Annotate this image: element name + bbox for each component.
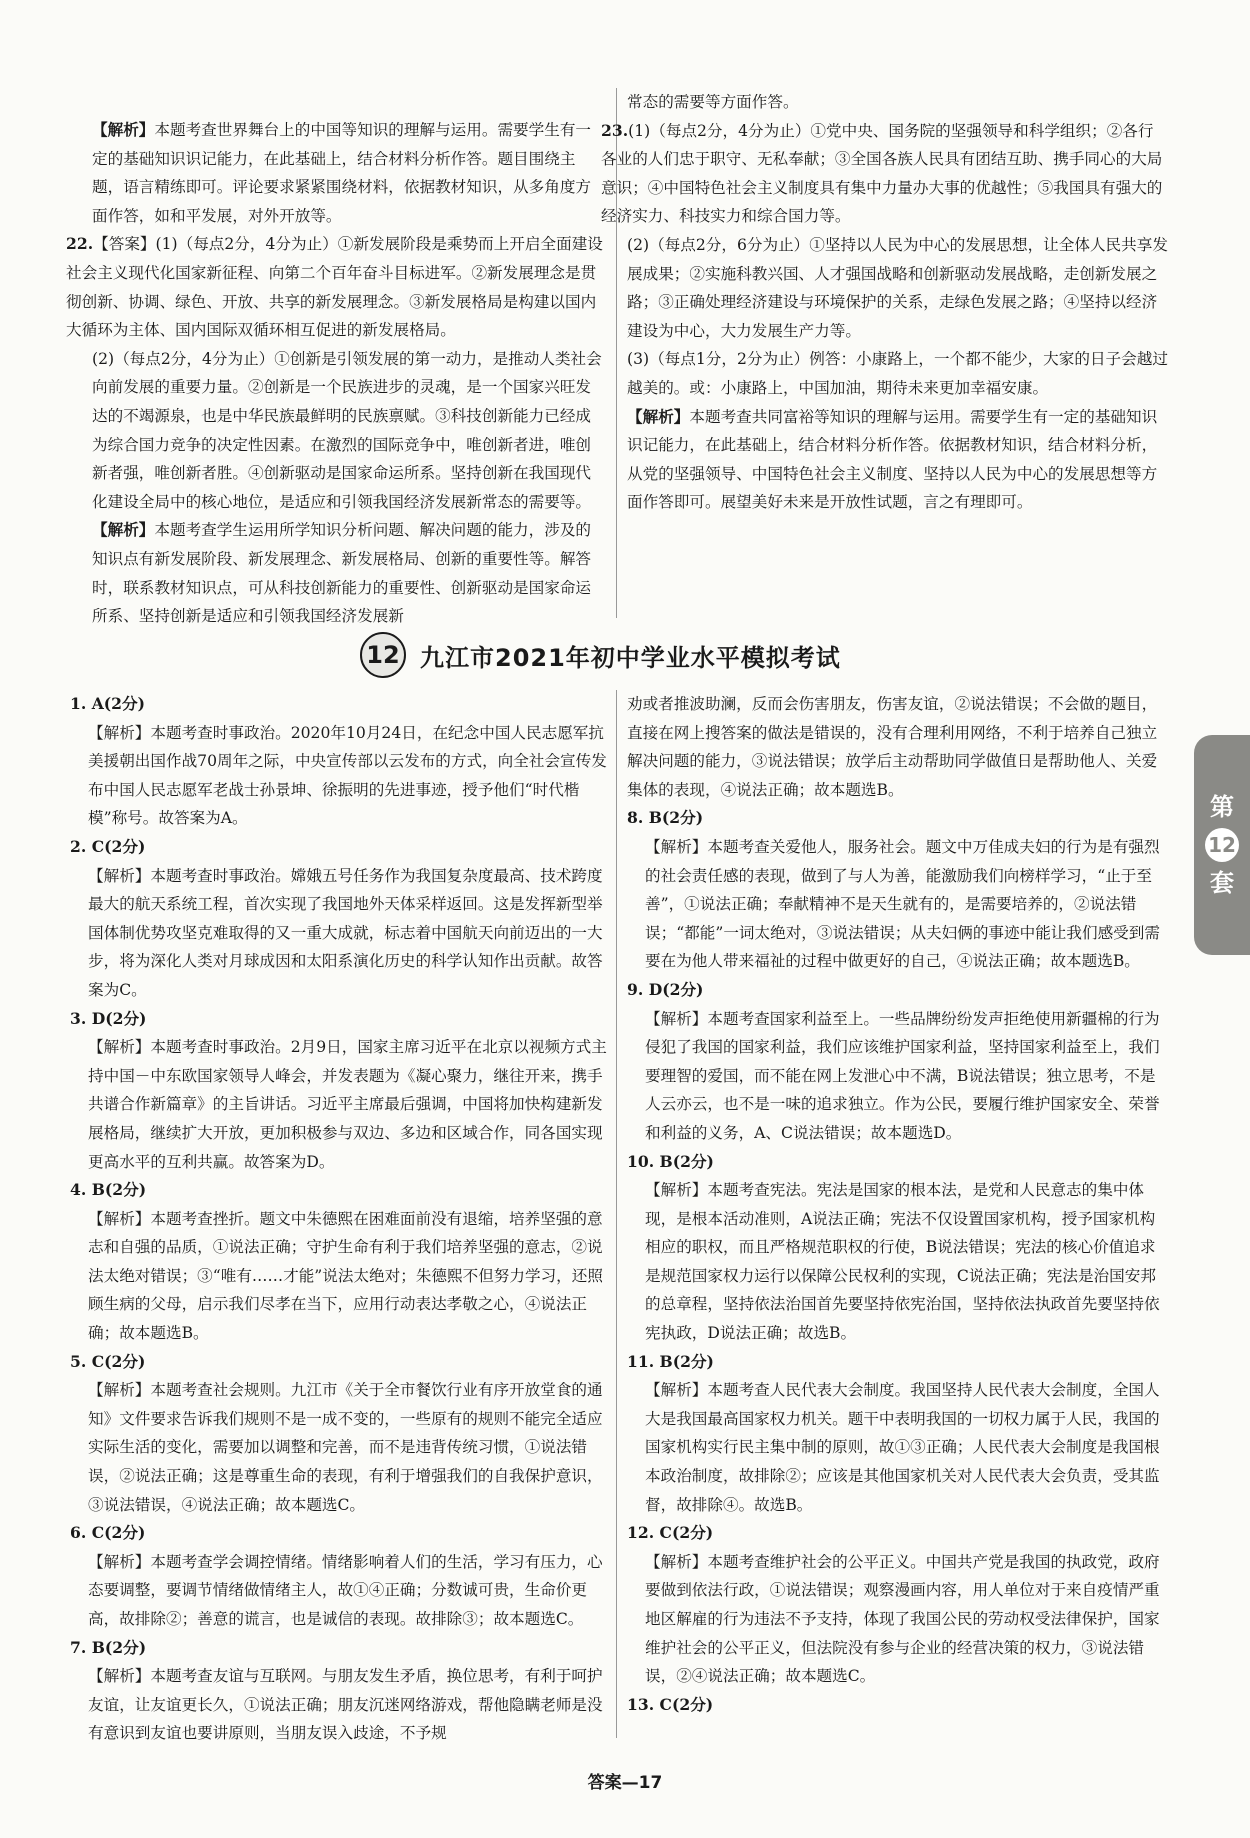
analysis-tag: 【解析】 xyxy=(92,520,155,540)
question-23-answer-1 xyxy=(601,117,1169,231)
top-right-column xyxy=(601,88,1169,517)
question-23-number: 23. xyxy=(601,120,629,140)
question-5-answer: 5. C(2分) xyxy=(70,1351,146,1371)
question-12-answer: 12. C(2分) xyxy=(627,1523,714,1543)
question-4-analysis: 【解析】本题考查挫折。题文中朱德熙在困难面前没有退缩，培养坚强的意志和自强的品质，①说法正确；守护生命有利于我们培养坚强的意志，②说法太绝对错误；③“唯有……才能”说法太绝对；朱德熙不但努力学习，还照顾生病的父母，启示我们尽孝在当下，应用行动表达孝敬之心，④说法正确；故本题选B。 xyxy=(88,1209,603,1343)
question-3-analysis: 【解析】本题考查时事政治。2月9日，国家主席习近平在北京以视频方式主持中国－中东欧国家领导人峰会，并发表题为《凝心聚力，继往开来，携手共谱合作新篇章》的主旨讲话。习近平主席最后强调，中国将加快构建新发展格局，继续扩大开放，更加积极参与双边、多边和区域合作，同各国实现更高水平的互利共赢。故答案为D。 xyxy=(88,1038,607,1171)
question-1-analysis: 【解析】本题考查时事政治。2020年10月24日，在纪念中国人民志愿军抗美援朝出国作战70周年之际，中央宣传部以云发布的方式，向全社会宣传发布中国人民志愿军老战士孙景坤、徐振明的先进事迹，授予他们“时代楷模”称号。故答案为A。 xyxy=(88,723,607,828)
question-9-analysis: 【解析】本题考查国家利益至上。一些品牌纷纷发声拒绝使用新疆棉的行为侵犯了我国的国家利益，我们应该维护国家利益，坚持国家利益至上，我们要理智的爱国，而不能在网上发泄心中不满，B说法错误；独立思考，不是人云亦云，也不是一味的追求独立。作为公民，要履行维护国家安全、荣誉和利益的义务，A、C说法错误；故本题选D。 xyxy=(645,1009,1160,1142)
column-divider xyxy=(616,690,617,1738)
question-23-answer-2: (2)（每点2分，6分为止）①坚持以人民为中心的发展思想，让全体人民共享发展成果；②实施科教兴国、人才强国战略和创新驱动发展战略，走创新发展之路；③正确处理经济建设与环境保护的关系，走绿色发展之路；④坚持以经济建设为中心，大力发展生产力等。 xyxy=(627,235,1168,340)
question-22-analysis-text: 本题考查学生运用所学知识分析问题、解决问题的能力，涉及的知识点有新发展阶段、新发展理念、新发展格局、创新的重要性等。解答时，联系教材知识点，可从科技创新能力的重要性、创新驱动是国家命运所系、坚持创新是适应和引领我国经济发展新 xyxy=(92,521,592,626)
question-11-answer: 11. B(2分) xyxy=(627,1351,714,1371)
question-23-analysis-text: 本题考查共同富裕等知识的理解与运用。需要学生有一定的基础知识识记能力，在此基础上，结合材料分析作答。依据教材知识，结合材料分析，从党的坚强领导、中国特色社会主义制度、坚持以人民为中心的发展思想等方面作答即可。展望美好未来是开放性试题，言之有理即可。 xyxy=(627,407,1158,512)
question-11-analysis: 【解析】本题考查人民代表大会制度。我国坚持人民代表大会制度，全国人大是我国最高国家权力机关。题干中表明我国的一切权力属于人民，我国的国家机构实行民主集中制的原则，故①③正确；人民代表大会制度是我国根本政治制度，故排除②；应该是其他国家机关对人民代表大会负责，受其监督，故排除④。故选B。 xyxy=(645,1381,1160,1514)
question-4-answer: 4. B(2分) xyxy=(70,1180,147,1200)
side-tab-number: 12 xyxy=(1205,828,1239,862)
question-6-answer: 6. C(2分) xyxy=(70,1523,146,1543)
section-heading xyxy=(360,632,841,678)
question-22-answer-2: (2)（每点2分，4分为止）①创新是引领发展的第一动力，是推动人类社会向前发展的重要力量。②创新是一个民族进步的灵魂，是一个国家兴旺发达的不竭源泉，也是中华民族最鲜明的民族禀赋。③科技创新能力已经成为综合国力竞争的决定性因素。在激烈的国际竞争中，唯创新者进，唯创新者强，唯创新者胜。④创新驱动是国家命运所系。坚持创新在我国现代化建设全局中的核心地位，是适应和引领我国经济发展新常态的需要等。 xyxy=(92,349,602,511)
analysis-tag: 【解析】 xyxy=(627,406,690,426)
analysis-tag: 【解析】 xyxy=(92,120,155,139)
bottom-left-column xyxy=(70,690,610,1748)
bottom-right-column xyxy=(627,690,1169,1719)
question-7-analysis: 【解析】本题考查友谊与互联网。与朋友发生矛盾，换位思考，有利于呵护友谊，让友谊更长久，①说法正确；朋友沉迷网络游戏，帮他隐瞒老师是没有意识到友谊也要讲原则，当朋友误入歧途，不予规 xyxy=(88,1667,603,1743)
question-12-analysis: 【解析】本题考查维护社会的公平正义。中国共产党是我国的执政党，政府要做到依法行政，①说法错误；观察漫画内容，用人单位对于来自疫情严重地区解雇的行为违法不予支持，体现了我国公民的劳动权受法律保护，国家维护社会的公平正义，但法院没有参与企业的经营决策的权力，③说法错误，②④说法正确；故本题选C。 xyxy=(645,1552,1160,1686)
set-side-tab xyxy=(1194,735,1250,955)
question-22-analysis xyxy=(92,516,604,630)
question-9-answer: 9. D(2分) xyxy=(627,979,704,999)
analysis-text: 本题考查世界舞台上的中国等知识的理解与运用。需要学生有一定的基础知识识记能力，在此基础上，结合材料分析作答。题目围绕主题，语言精练即可。评论要求紧紧围绕材料，依据教材知识，从多角度方面作答，如和平发展，对外开放等。 xyxy=(92,121,592,225)
question-22-answer-1 xyxy=(66,230,604,344)
section-title: 九江市2021年初中学业水平模拟考试 xyxy=(420,643,841,672)
question-5-analysis: 【解析】本题考查社会规则。九江市《关于全市餐饮行业有序开放堂食的通知》文件要求告诉我们规则不是一成不变的，一些原有的规则不能完全适应实际生活的变化，需要加以调整和完善，而不是违背传统习惯，①说法错误，②说法正确；这是尊重生命的表现，有利于增强我们的自我保护意识，③说法错误，④说法正确；故本题选C。 xyxy=(88,1381,603,1514)
top-left-column xyxy=(66,116,604,631)
question-3-answer: 3. D(2分) xyxy=(70,1008,147,1028)
question-2-analysis: 【解析】本题考查时事政治。嫦娥五号任务作为我国复杂度最高、技术跨度最大的航天系统工程，首次实现了我国地外天体采样返回。这是发挥新型举国体制优势攻坚克难取得的又一重大成就，标志着中国航天向前迈出的一大步，将为深化人类对月球成因和太阳系演化历史的科学认知作出贡献。故答案为C。 xyxy=(88,866,603,999)
analysis-paragraph xyxy=(92,116,604,230)
question-22-part-1: 【答案】(1)（每点2分，4分为止）①新发展阶段是乘势而上开启全面建设社会主义现代化国家新征程、向第二个百年奋斗目标进军。②新发展理念是贯彻创新、协调、绿色、开放、共享的新发展理念。③新发展格局是构建以国内大循环为主体、国内国际双循环相互促进的新发展格局。 xyxy=(66,235,603,340)
set-number-badge: 12 xyxy=(360,632,406,678)
question-23-part-1: (1)（每点2分，4分为止）①党中央、国务院的坚强领导和科学组织；②各行各业的人们忠于职守、无私奉献；③全国各族人民具有团结互助、携手同心的大局意识；④中国特色社会主义制度具有集中力量办大事的优越性；⑤我国具有强大的经济实力、科技实力和综合国力等。 xyxy=(601,121,1163,226)
question-8-analysis: 【解析】本题考查关爱他人，服务社会。题文中万佳成夫妇的行为是有强烈的社会责任感的表现，做到了与人为善，能激励我们向榜样学习，“止于至善”，①说法正确；奉献精神不是天生就有的，是需要培养的，②说法错误；“都能”一词太绝对，③说法错误；从夫妇俩的事迹中能让我们感受到需要在为他人带来福祉的过程中做更好的自己，④说法正确；故本题选B。 xyxy=(645,837,1160,971)
question-10-analysis: 【解析】本题考查宪法。宪法是国家的根本法，是党和人民意志的集中体现，是根本活动准则，A说法正确；宪法不仅设置国家机构，授予国家机构相应的职权，而且严格规范职权的行使，B说法错误；宪法的核心价值追求是规范国家权力运行以保障公民权利的实现，C说法正确；宪法是治国安邦的总章程，坚持依法治国首先要坚持依宪治国，坚持依法执政首先要坚持依宪执政，D说法正确；故选B。 xyxy=(645,1181,1160,1343)
question-7-analysis-continued: 劝或者推波助澜，反而会伤害朋友，伤害友谊，②说法错误；不会做的题目，直接在网上搜答案的做法是错误的，没有合理利用网络，不利于培养自己独立解决问题的能力，③说法错误；放学后主动帮助同学做值日是帮助他人、关爱集体的表现，④说法正确；故本题选B。 xyxy=(627,695,1158,799)
question-2-answer: 2. C(2分) xyxy=(70,836,146,856)
side-tab-top: 第 xyxy=(1210,793,1234,821)
question-22-number: 22. xyxy=(66,234,94,254)
question-7-answer: 7. B(2分) xyxy=(70,1637,147,1657)
question-1-answer: 1. A(2分) xyxy=(70,694,146,713)
question-23-analysis xyxy=(627,403,1169,517)
question-8-answer: 8. B(2分) xyxy=(627,808,704,828)
question-6-analysis: 【解析】本题考查学会调控情绪。情绪影响着人们的生活，学习有压力，心态要调整，要调节情绪做情绪主人，故①④正确；分数诚可贵，生命价更高，故排除②；善意的谎言，也是诚信的表现。故排除③；故本题选C。 xyxy=(88,1552,603,1628)
side-tab-bottom: 套 xyxy=(1210,869,1234,897)
continued-text: 常态的需要等方面作答。 xyxy=(627,93,799,111)
question-23-answer-3: (3)（每点1分，2分为止）例答：小康路上，一个都不能少，大家的日子会越过越美的。或：小康路上，中国加油，期待未来更加幸福安康。 xyxy=(627,350,1168,397)
question-13-answer: 13. C(2分) xyxy=(627,1694,714,1714)
question-10-answer: 10. B(2分) xyxy=(627,1151,714,1171)
page-footer: 答案—17 xyxy=(587,1773,663,1793)
